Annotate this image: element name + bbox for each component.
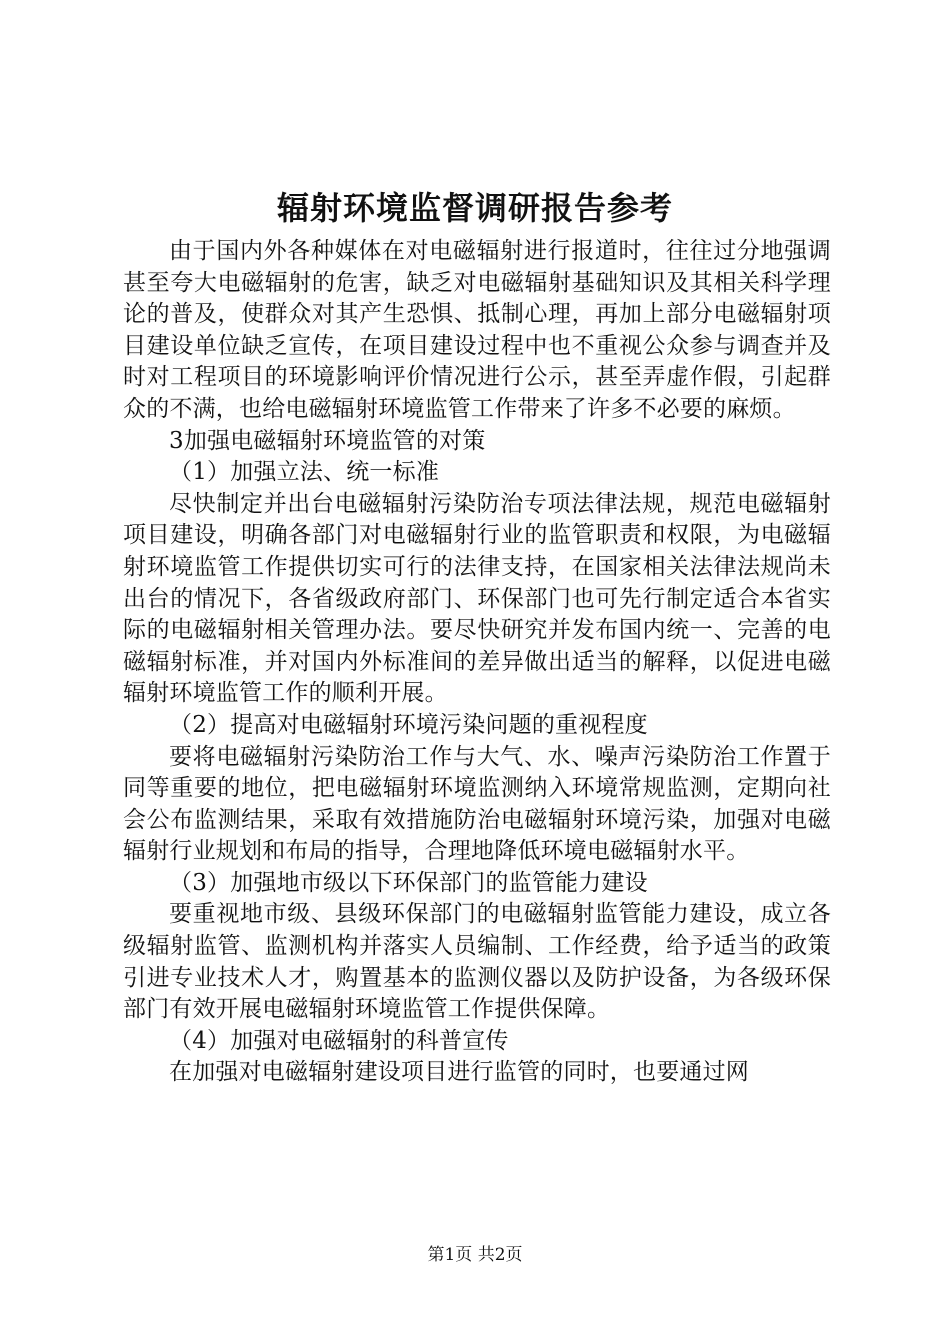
- paragraph-2: 要将电磁辐射污染防治工作与大气、水、噪声污染防治工作置于同等重要的地位，把电磁辐射环境监测纳入环境常规监测，定期向社会公布监测结果，采取有效措施防治电磁辐射环境污染，加强对电磁辐射行业规划和布局的指导，合理地降低环境电磁辐射水平。: [123, 743, 831, 865]
- page-footer: 第1页 共2页: [427, 1245, 523, 1265]
- paragraph-1: 尽快制定并出台电磁辐射污染防治专项法律法规，规范电磁辐射项目建设，明确各部门对电磁辐射行业的监管职责和权限，为电磁辐射环境监管工作提供切实可行的法律支持，在国家相关法律法规尚未出台的情况下，各省级政府部门、环保部门也可先行制定适合本省实际的电磁辐射相关管理办法。要尽快研究并发布国内统一、完善的电磁辐射标准，并对国内外标准间的差异做出适当的解释，以促进电磁辐射环境监管工作的顺利开展。: [123, 490, 831, 707]
- paragraph-4: 在加强对电磁辐射建设项目进行监管的同时，也要通过网: [169, 1059, 749, 1086]
- subsection-heading-1: （1）加强立法、统一标准: [169, 459, 440, 486]
- subsection-heading-3: （3）加强地市级以下环保部门的监管能力建设: [169, 869, 648, 896]
- document-title: 辐射环境监督调研报告参考: [276, 189, 673, 227]
- paragraph-intro: 由于国内外各种媒体在对电磁辐射进行报道时，往往过分地强调甚至夸大电磁辐射的危害，缺乏对电磁辐射基础知识及其相关科学理论的普及，使群众对其产生恐惧、抵制心理，再加上部分电磁辐射项目建设单位缺乏宣传，在项目建设过程中也不重视公众参与调查并及时对工程项目的环境影响评价情况进行公示，甚至弄虚作假，引起群众的不满，也给电磁辐射环境监管工作带来了许多不必要的麻烦。: [123, 238, 831, 422]
- paragraph-3: 要重视地市级、县级环保部门的电磁辐射监管能力建设，成立各级辐射监管、监测机构并落实人员编制、工作经费，给予适当的政策引进专业技术人才，购置基本的监测仪器以及防护设备，为各级环保部门有效开展电磁辐射环境监管工作提供保障。: [123, 901, 831, 1023]
- document-body: [123, 236, 831, 1089]
- subsection-heading-4: （4）加强对电磁辐射的科普宣传: [169, 1027, 509, 1054]
- section-heading: 3加强电磁辐射环境监管的对策: [169, 427, 486, 454]
- subsection-heading-2: （2）提高对电磁辐射环境污染问题的重视程度: [169, 711, 648, 738]
